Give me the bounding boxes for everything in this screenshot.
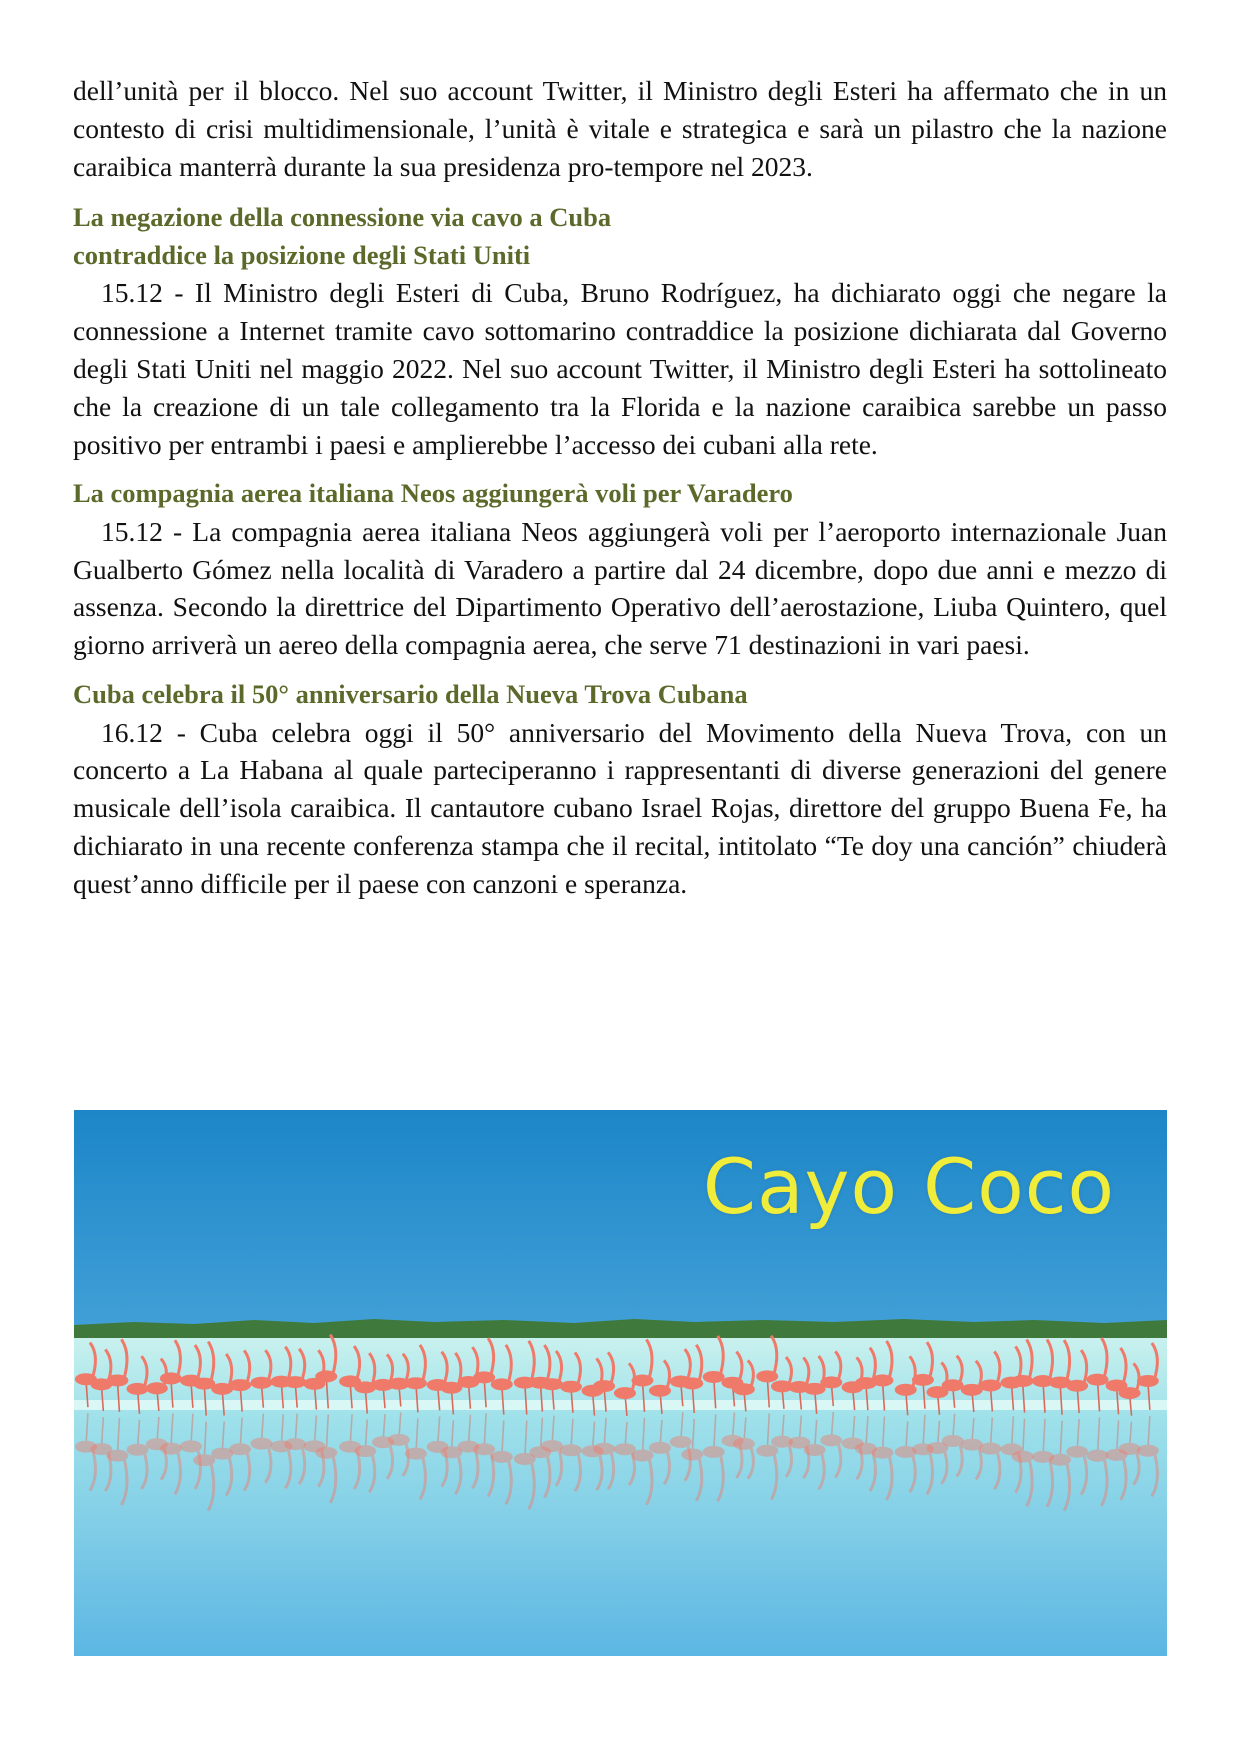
flamingo-scene-image [74,1110,1167,1656]
article-heading: La negazione della connessione via cavo a Cuba [73,202,612,233]
article-body: 16.12 - Cuba celebra oggi il 50° anniversario del Movimento della Nueva Trova, con un concerto a La Habana al quale parteciperanno i rappresentanti di diverse generazioni del genere musicale dell’isola caraibica. Il cantautore cubano Israel Rojas, direttore del gruppo Buena Fe, ha dichiarato in una recente conferenza stampa che il recital, intitolato “Te doy una canción” chiuderà quest’anno difficile per il paese con canzoni e speranza. [73,716,1167,899]
article-heading: La compagnia aerea italiana Neos aggiungerà voli per Varadero [73,478,793,509]
article-cable [73,199,1167,463]
article-heading: Cuba celebra il 50° anniversario della Nueva Trova Cubana [73,679,748,710]
intro-paragraph: dell’unità per il blocco. Nel suo account Twitter, il Ministro degli Esteri ha affermato che in un contesto di crisi multidimensionale, l’unità è vitale e strategica e sarà un pilastro che la nazione caraibica manterrà durante la sua presidenza pro-tempore nel 2023. [73,75,1167,182]
flamingo-photo [74,1110,1167,1656]
document-page [73,72,1167,903]
article-nueva-trova [73,676,1167,902]
article-neos [73,475,1167,664]
article-body: 15.12 - Il Ministro degli Esteri di Cuba, Bruno Rodríguez, ha dichiarato oggi che negare la connessione a Internet tramite cavo sottomarino contraddice la posizione dichiarata dal Governo degli Stati Uniti nel maggio 2022. Nel suo account Twitter, il Ministro degli Esteri ha sottolineato che la creazione di un tale collegamento tra la Florida e la nazione caraibica sarebbe un passo positivo per entrambi i paesi e amplierebbe l’accesso dei cubani alla rete. [73,277,1167,460]
article-body: 15.12 - La compagnia aerea italiana Neos aggiungerà voli per l’aeroporto internazionale Juan Gualberto Gómez nella località di Varadero a partire dal 24 dicembre, dopo due anni e mezzo di assenza. Secondo la direttrice del Dipartimento Operativo dell’aerostazione, Liuba Quintero, quel giorno arriverà un aereo della compagnia aerea, che serve 71 destinazioni in vari paesi. [73,515,1167,661]
shoreline-shine [74,1400,1167,1410]
photo-caption: Cayo Coco [702,1142,1115,1231]
article-heading-continued: contraddice la posizione degli Stati Uniti [73,239,531,270]
